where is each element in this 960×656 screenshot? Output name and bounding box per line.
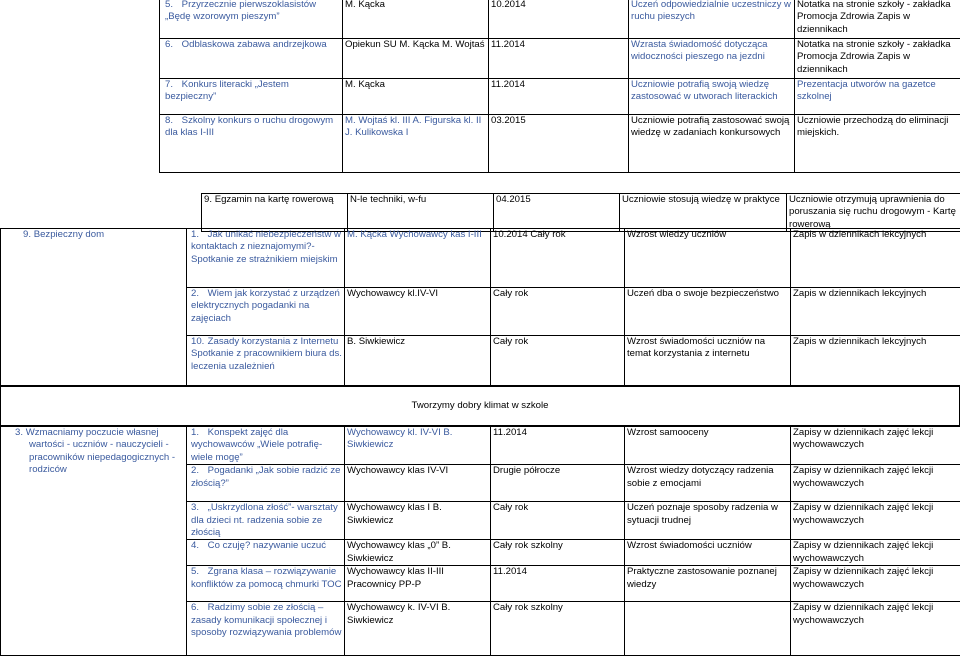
row-eval: Zapisy w dziennikach zajęć lekcji wychowawczych bbox=[791, 427, 960, 465]
row-title: Zgrana klasa – rozwiązywanie konfliktów za pomocą chmurki TOC bbox=[191, 566, 342, 589]
row-when: 03.2015 bbox=[489, 115, 629, 173]
row-effect: Uczniowie potrafią zastosować swoją wiedzę w zadaniach konkursowych bbox=[629, 115, 795, 173]
row-who: M. Kącka bbox=[343, 79, 489, 115]
exam-table bbox=[201, 193, 960, 232]
table-row bbox=[160, 0, 960, 39]
row-title: Zasady korzystania z Internetu Spotkanie z pracownikiem biura ds. leczenia uzależnień bbox=[191, 336, 342, 372]
row-when: 10.2014 Cały rok bbox=[491, 229, 625, 288]
row-title: Jak unikać niebezpieczeństw w kontaktach z nieznajomymi?- Spotkanie ze strażnikiem miejskim bbox=[191, 229, 341, 265]
section-number: 3. bbox=[15, 427, 23, 438]
row-number: 3. bbox=[191, 502, 205, 514]
table-row bbox=[1, 229, 960, 288]
row-when: 11.2014 bbox=[491, 427, 625, 465]
row-number: 6. bbox=[191, 602, 205, 614]
row-who: Wychowawcy kl. IV-VI B. Siwkiewicz bbox=[345, 427, 491, 465]
heading-box bbox=[0, 386, 960, 426]
row-effect: Uczniowie potrafią swoją wiedzę zastosować w utworach literackich bbox=[629, 79, 795, 115]
row-title: Przyrzecznie pierwszoklasistów „Będę wzorowym pieszym” bbox=[165, 0, 316, 22]
row-eval: Notatka na stronie szkoły - zakładka Promocja Zdrowia Zapis w dziennikach bbox=[795, 39, 960, 79]
row-who: Wychowawcy klas II-III Pracownicy PP-P bbox=[345, 566, 491, 602]
row-effect bbox=[625, 602, 791, 656]
row-who: M. Kącka bbox=[343, 0, 489, 39]
row-number: 5. bbox=[165, 0, 179, 11]
table-row bbox=[1, 427, 960, 465]
top-table bbox=[159, 0, 960, 173]
row-title: Radzimy sobie ze złością – zasady komunikacji społecznej i sposoby rozwiązywania problemów bbox=[191, 602, 341, 638]
row-title: Odblaskowa zabawa andrzejkowa bbox=[182, 39, 327, 50]
row-title: Pogadanki „Jak sobie radzić ze złością?” bbox=[191, 465, 340, 488]
row-effect: Wzrost świadomości uczniów bbox=[625, 540, 791, 566]
row-effect: Uczeń poznaje sposoby radzenia w sytuacji trudnej bbox=[625, 502, 791, 540]
row-eval: Prezentacja utworów na gazetce szkolnej bbox=[795, 79, 960, 115]
row-number: 6. bbox=[165, 39, 179, 51]
row-number: 9. bbox=[204, 194, 212, 205]
row-when: 11.2014 bbox=[489, 79, 629, 115]
row-eval: Uczniowie przechodzą do eliminacji miejskich. bbox=[795, 115, 960, 173]
row-who: Opiekun SU M. Kącka M. Wojtaś bbox=[343, 39, 489, 79]
row-when: Cały rok szkolny bbox=[491, 540, 625, 566]
row-when: 11.2014 bbox=[489, 39, 629, 79]
row-number: 1. bbox=[191, 229, 205, 241]
row-effect: Uczniowie stosują wiedzę w praktyce bbox=[620, 194, 787, 232]
row-number: 2. bbox=[191, 465, 205, 477]
row-eval: Zapis w dziennikach lekcyjnych bbox=[791, 229, 960, 288]
row-when: 04.2015 bbox=[494, 194, 620, 232]
row-who: N-le techniki, w-fu bbox=[348, 194, 494, 232]
section-heading: Tworzymy dobry klimat w szkole bbox=[1, 387, 960, 426]
climate-table bbox=[0, 426, 960, 656]
row-eval: Uczniowie otrzymują uprawnienia do poruszania się ruchu drogowym - Kartę rowerową bbox=[787, 194, 960, 232]
row-who: M. Wojtaś kl. III A. Figurska kl. II J. Kulikowska I bbox=[343, 115, 489, 173]
row-number: 4. bbox=[191, 540, 205, 552]
row-when: Cały rok bbox=[491, 288, 625, 336]
row-number: 1. bbox=[191, 427, 205, 439]
row-effect: Wzrasta świadomość dotycząca widoczności pieszego na jezdni bbox=[629, 39, 795, 79]
row-eval: Zapis w dziennikach lekcyjnych bbox=[791, 288, 960, 336]
row-effect: Wzrost samooceny bbox=[625, 427, 791, 465]
row-who: Wychowawcy klas I B. Siwkiewicz bbox=[345, 502, 491, 540]
row-title: Konspekt zajęć dla wychowawców „Wiele potrafię- wiele mogę” bbox=[191, 427, 322, 463]
row-number: 2. bbox=[191, 288, 205, 300]
table-row bbox=[160, 39, 960, 79]
row-eval: Zapisy w dziennikach zajęć lekcji wychowawczych bbox=[791, 502, 960, 540]
table-row bbox=[160, 79, 960, 115]
row-who: M. Kącka Wychowawcy kas I-III bbox=[345, 229, 491, 288]
safe-home-table bbox=[0, 228, 960, 386]
row-title: Konkurs literacki „Jestem bezpieczny” bbox=[165, 79, 289, 102]
row-number: 10. bbox=[191, 336, 205, 348]
row-effect: Wzrost świadomości uczniów na temat korzystania z internetu bbox=[625, 336, 791, 386]
row-title: Co czuję? nazywanie uczuć bbox=[208, 540, 326, 551]
row-eval: Zapisy w dziennikach zajęć lekcji wychowawczych bbox=[791, 540, 960, 566]
row-who: Wychowawcy k. IV-VI B. Siwkiewicz bbox=[345, 602, 491, 656]
row-when: Cały rok bbox=[491, 336, 625, 386]
row-eval: Zapisy w dziennikach zajęć lekcji wychowawczych bbox=[791, 465, 960, 502]
row-eval: Notatka na stronie szkoły - zakładka Promocja Zdrowia Zapis w dziennikach bbox=[795, 0, 960, 39]
row-title: Egzamin na kartę rowerową bbox=[215, 194, 334, 205]
row-eval: Zapis w dziennikach lekcyjnych bbox=[791, 336, 960, 386]
row-who: Wychowawcy kl.IV-VI bbox=[345, 288, 491, 336]
row-when: Cały rok bbox=[491, 502, 625, 540]
row-eval: Zapisy w dziennikach zajęć lekcji wychowawczych bbox=[791, 602, 960, 656]
section-name: Wzmacniamy poczucie własnej wartości - uczniów - nauczycieli - pracowników niepedagogicznych - rodziców bbox=[26, 427, 175, 475]
row-eval: Zapisy w dziennikach zajęć lekcji wychowawczych bbox=[791, 566, 960, 602]
row-when: Cały rok szkolny bbox=[491, 602, 625, 656]
row-when: 10.2014 bbox=[489, 0, 629, 39]
row-title: Szkolny konkurs o ruchu drogowym dla klas I-III bbox=[165, 115, 333, 138]
row-when: Drugie półrocze bbox=[491, 465, 625, 502]
table-row bbox=[160, 115, 960, 173]
row-effect: Uczeń dba o swoje bezpieczeństwo bbox=[625, 288, 791, 336]
table-row bbox=[202, 194, 960, 232]
row-number: 8. bbox=[165, 115, 179, 127]
row-title: Wiem jak korzystać z urządzeń elektrycznych pogadanki na zajęciach bbox=[191, 288, 340, 324]
section-number: 9. bbox=[23, 229, 31, 240]
row-number: 5. bbox=[191, 566, 205, 578]
row-who: B. Siwkiewicz bbox=[345, 336, 491, 386]
row-number: 7. bbox=[165, 79, 179, 91]
row-effect: Uczeń odpowiedzialnie uczestniczy w ruchu pieszych bbox=[629, 0, 795, 39]
row-effect: Wzrost wiedzy dotyczący radzenia sobie z emocjami bbox=[625, 465, 791, 502]
row-effect: Praktyczne zastosowanie poznanej wiedzy bbox=[625, 566, 791, 602]
row-who: Wychowawcy klas IV-VI bbox=[345, 465, 491, 502]
row-when: 11.2014 bbox=[491, 566, 625, 602]
row-effect: Wzrost wiedzy uczniów bbox=[625, 229, 791, 288]
row-who: Wychowawcy klas „0” B. Siwkiewicz bbox=[345, 540, 491, 566]
section-name: Bezpieczny dom bbox=[34, 229, 104, 240]
row-title: „Uskrzydlona złość”- warsztaty dla dzieci nt. radzenia sobie ze złością bbox=[191, 502, 338, 538]
